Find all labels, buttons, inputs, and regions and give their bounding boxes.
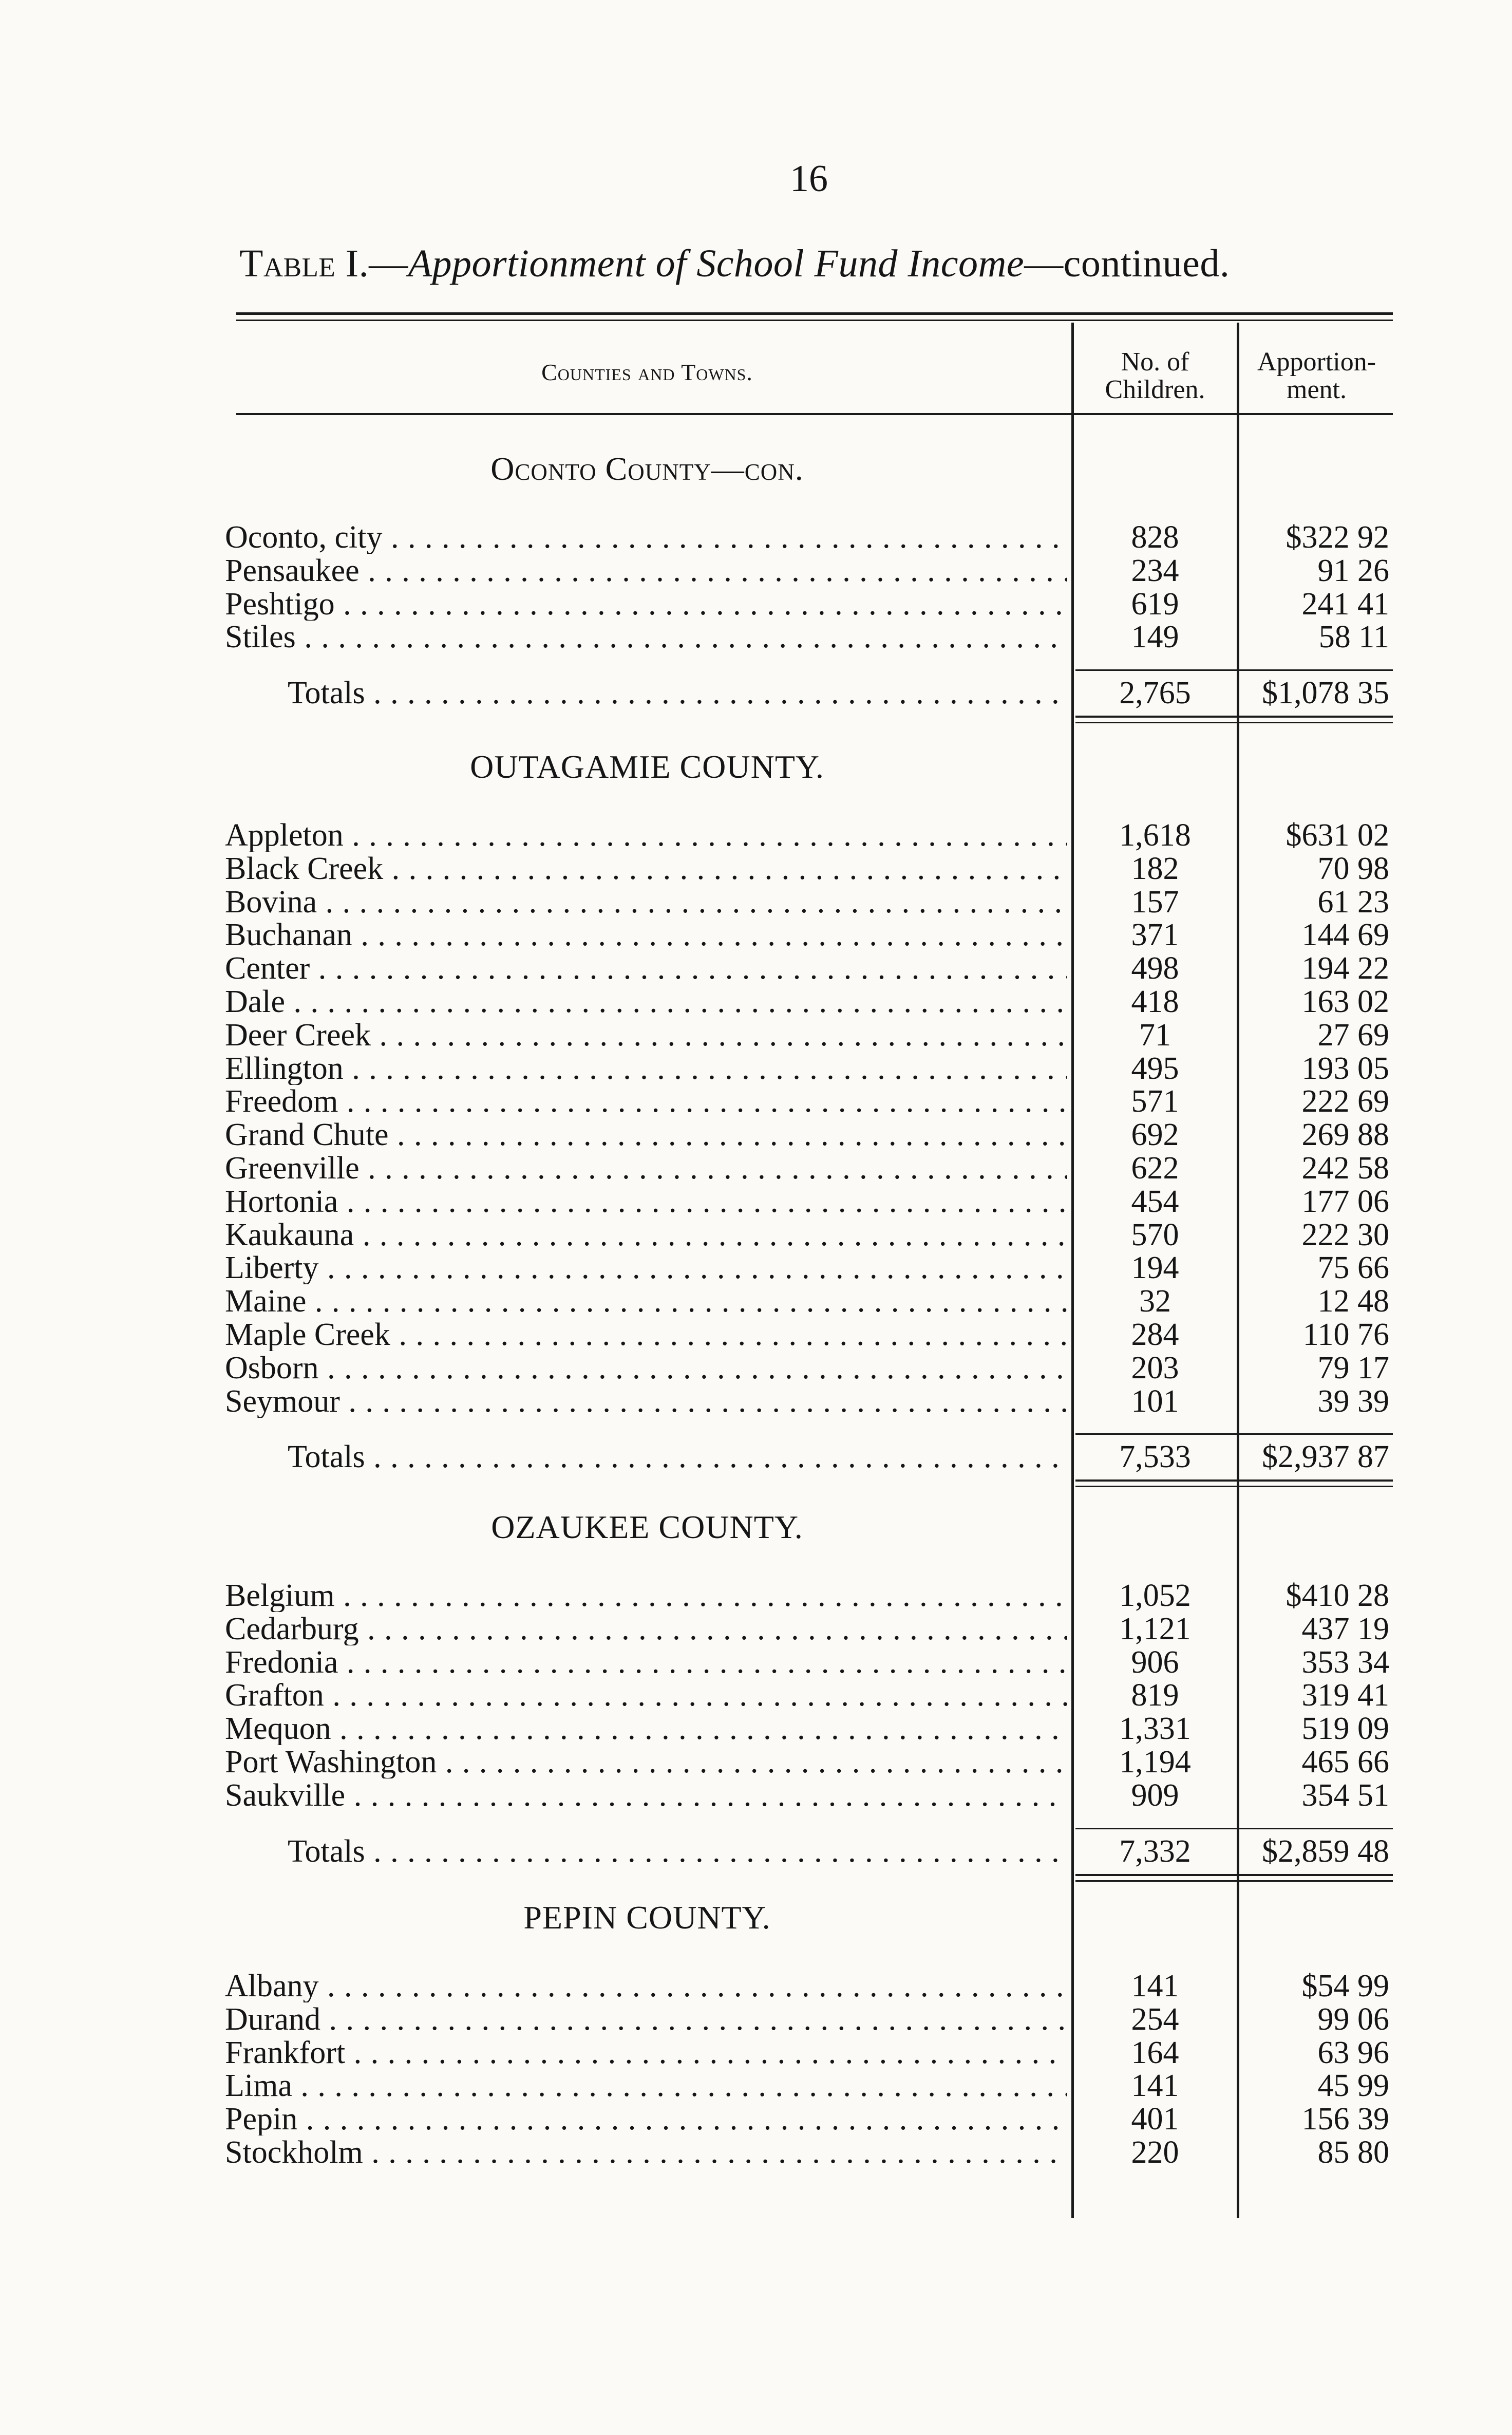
apportionment-amount: 353 34 xyxy=(1301,1644,1389,1680)
children-count: 149 xyxy=(1131,620,1179,655)
town-name: Belgium . . . xyxy=(225,1579,1067,1612)
town-name: Liberty . . . xyxy=(225,1251,1067,1284)
children-count: 1,194 xyxy=(1119,1745,1191,1780)
apportionment-amount: 99 06 xyxy=(1317,2001,1389,2037)
totals-label: Totals . . . xyxy=(288,1440,1068,1473)
town-name: Fredonia . . . xyxy=(225,1646,1067,1679)
apportionment-amount: 354 51 xyxy=(1301,1777,1389,1813)
apportionment-amount: 222 30 xyxy=(1301,1217,1389,1252)
town-name: Lima . . . xyxy=(225,2069,1067,2102)
table-row xyxy=(221,852,1393,885)
children-count: 828 xyxy=(1131,520,1179,555)
children-count: 220 xyxy=(1131,2135,1179,2170)
town-name: Hortonia . . . xyxy=(225,1185,1067,1218)
town-name: Buchanan . . . xyxy=(225,919,1067,951)
totals-children: 7,332 xyxy=(1119,1833,1191,1869)
children-count: 571 xyxy=(1131,1084,1179,1119)
totals-row xyxy=(221,1440,1393,1473)
section-heading-ozaukee: OZAUKEE COUNTY. xyxy=(491,1509,803,1545)
table-row xyxy=(221,1219,1393,1251)
town-name: Seymour . . . xyxy=(225,1385,1067,1418)
apportionment-amount: 269 88 xyxy=(1301,1117,1389,1153)
town-name: Kaukauna . . . xyxy=(225,1219,1067,1251)
apportionment-amount: 61 23 xyxy=(1317,884,1389,920)
table-row xyxy=(221,886,1393,919)
header-children-line1: No. of xyxy=(1121,347,1189,377)
table-row xyxy=(221,2036,1393,2069)
children-count: 909 xyxy=(1131,1777,1179,1813)
apportionment-amount: 144 69 xyxy=(1301,917,1389,953)
apportionment-amount: 63 96 xyxy=(1317,2035,1389,2070)
table-row xyxy=(221,521,1393,554)
apportionment-amount: 85 80 xyxy=(1317,2135,1389,2170)
table-row xyxy=(221,1385,1393,1418)
town-name: Albany . . . xyxy=(225,1970,1067,2002)
table-row xyxy=(221,1118,1393,1151)
town-name: Appleton . . . xyxy=(225,819,1067,852)
town-name: Center . . . xyxy=(225,952,1067,985)
town-name: Greenville . . . xyxy=(225,1152,1067,1185)
town-name: Mequon . . . xyxy=(225,1712,1067,1745)
children-count: 454 xyxy=(1131,1184,1179,1219)
children-count: 1,052 xyxy=(1119,1578,1191,1613)
totals-rule-below xyxy=(1075,1874,1393,1876)
children-count: 32 xyxy=(1139,1284,1171,1319)
apportionment-amount: $410 28 xyxy=(1286,1578,1389,1613)
header-apportionment-line1: Apportion- xyxy=(1257,347,1376,377)
apportionment-amount: $322 92 xyxy=(1286,520,1389,555)
children-count: 194 xyxy=(1131,1250,1179,1286)
table-row xyxy=(221,1613,1393,1645)
table-row xyxy=(221,985,1393,1018)
children-count: 141 xyxy=(1131,2068,1179,2104)
title-suffix: —continued. xyxy=(1024,242,1230,285)
children-count: 692 xyxy=(1131,1117,1179,1153)
children-count: 498 xyxy=(1131,951,1179,986)
table-row xyxy=(221,1019,1393,1052)
totals-row xyxy=(221,1835,1393,1868)
table-row xyxy=(221,588,1393,621)
town-name: Port Washington . . . xyxy=(225,1746,1067,1778)
children-count: 570 xyxy=(1131,1217,1179,1252)
header-apportionment-line2: ment. xyxy=(1287,375,1347,404)
children-count: 164 xyxy=(1131,2035,1179,2070)
apportionment-amount: 12 48 xyxy=(1317,1284,1389,1319)
table-row xyxy=(221,1251,1393,1284)
table-row xyxy=(221,1352,1393,1384)
apportionment-amount: 222 69 xyxy=(1301,1084,1389,1119)
apportionment-amount: 194 22 xyxy=(1301,951,1389,986)
table-row xyxy=(221,2103,1393,2136)
table-row xyxy=(221,2069,1393,2102)
apportionment-amount: $54 99 xyxy=(1301,1969,1389,2003)
apportionment-amount: 70 98 xyxy=(1317,851,1389,886)
town-name: Dale . . . xyxy=(225,985,1067,1018)
totals-rule-below xyxy=(1075,1880,1393,1882)
table-row xyxy=(221,1052,1393,1085)
town-name: Maine . . . xyxy=(225,1285,1067,1318)
apportionment-amount: 319 41 xyxy=(1301,1678,1389,1713)
town-name: Frankfort . . . xyxy=(225,2036,1067,2069)
totals-rule-below xyxy=(1075,722,1393,723)
apportionment-amount: $631 02 xyxy=(1286,818,1389,853)
header-apportionment xyxy=(1240,348,1393,404)
town-name: Peshtigo . . . xyxy=(225,588,1067,621)
header-no-of-children xyxy=(1075,348,1235,404)
table-row xyxy=(221,2003,1393,2036)
children-count: 1,121 xyxy=(1119,1611,1191,1646)
table-row xyxy=(221,819,1393,852)
town-name: Saukville . . . xyxy=(225,1779,1067,1812)
totals-amount: $1,078 35 xyxy=(1262,676,1389,711)
children-count: 619 xyxy=(1131,586,1179,622)
title-prefix: Table I.— xyxy=(239,242,408,285)
table-row xyxy=(221,1746,1393,1778)
page-number: 16 xyxy=(790,158,828,200)
children-count: 284 xyxy=(1131,1317,1179,1352)
children-count: 418 xyxy=(1131,984,1179,1019)
apportionment-amount: 242 58 xyxy=(1301,1151,1389,1186)
title-italic: Apportionment of School Fund Income xyxy=(408,242,1025,285)
children-count: 622 xyxy=(1131,1151,1179,1186)
totals-children: 2,765 xyxy=(1119,676,1191,711)
table-row xyxy=(221,1579,1393,1612)
apportionment-amount: 193 05 xyxy=(1301,1051,1389,1086)
apportionment-amount: 27 69 xyxy=(1317,1017,1389,1053)
town-name: Freedom . . . xyxy=(225,1085,1067,1118)
apportionment-amount: 79 17 xyxy=(1317,1350,1389,1385)
children-count: 819 xyxy=(1131,1678,1179,1713)
town-name: Grand Chute . . . xyxy=(225,1118,1067,1151)
totals-label: Totals . . . xyxy=(288,1835,1068,1868)
children-count: 254 xyxy=(1131,2001,1179,2037)
town-name: Cedarburg . . . xyxy=(225,1613,1067,1645)
town-name: Pepin . . . xyxy=(225,2103,1067,2136)
children-count: 1,618 xyxy=(1119,818,1191,853)
table-row xyxy=(221,1185,1393,1218)
table-row xyxy=(221,2136,1393,2169)
apportionment-amount: 241 41 xyxy=(1301,586,1389,622)
town-name: Stiles . . . xyxy=(225,621,1067,653)
table-row xyxy=(221,1712,1393,1745)
table-row xyxy=(221,1970,1393,2002)
town-name: Osborn . . . xyxy=(225,1352,1067,1384)
totals-rule-below xyxy=(1075,1486,1393,1487)
town-name: Oconto, city . . . xyxy=(225,521,1067,554)
table-row xyxy=(221,1152,1393,1185)
town-name: Pensaukee . . . xyxy=(225,554,1067,587)
apportionment-amount: 110 76 xyxy=(1302,1317,1389,1352)
table-row xyxy=(221,621,1393,653)
apportionment-amount: 75 66 xyxy=(1317,1250,1389,1286)
children-count: 182 xyxy=(1131,851,1179,886)
section-heading-oconto: Oconto County—con. xyxy=(490,451,804,487)
apportionment-amount: 156 39 xyxy=(1301,2102,1389,2137)
town-name: Ellington . . . xyxy=(225,1052,1067,1085)
header-rule xyxy=(236,413,1393,415)
table-title xyxy=(239,241,1230,286)
totals-children: 7,533 xyxy=(1119,1439,1191,1475)
children-count: 203 xyxy=(1131,1350,1179,1385)
totals-row xyxy=(221,677,1393,709)
children-count: 71 xyxy=(1139,1017,1171,1053)
apportionment-amount: 163 02 xyxy=(1301,984,1389,1019)
table-row xyxy=(221,1779,1393,1812)
children-count: 101 xyxy=(1131,1383,1179,1419)
children-count: 401 xyxy=(1131,2102,1179,2137)
table-row xyxy=(221,1679,1393,1712)
town-name: Maple Creek . . . xyxy=(225,1318,1067,1351)
town-name: Grafton . . . xyxy=(225,1679,1067,1712)
table-row xyxy=(221,1646,1393,1679)
apportionment-amount: 519 09 xyxy=(1301,1711,1389,1747)
apportionment-amount: 39 39 xyxy=(1317,1383,1389,1419)
totals-amount: $2,937 87 xyxy=(1262,1439,1389,1475)
children-count: 141 xyxy=(1131,1969,1179,2003)
children-count: 234 xyxy=(1131,553,1179,588)
table-row xyxy=(221,554,1393,587)
totals-rule-above xyxy=(1075,1828,1393,1829)
section-heading-pepin: PEPIN COUNTY. xyxy=(523,1899,771,1936)
apportionment-table xyxy=(221,312,1393,2218)
apportionment-amount: 45 99 xyxy=(1317,2068,1389,2104)
top-rule-thin xyxy=(236,320,1393,321)
town-name: Stockholm . . . xyxy=(225,2136,1067,2169)
header-children-line2: Children. xyxy=(1105,375,1205,404)
children-count: 157 xyxy=(1131,884,1179,920)
totals-rule-below xyxy=(1075,1479,1393,1482)
totals-rule-above xyxy=(1075,1433,1393,1435)
totals-rule-below xyxy=(1075,716,1393,718)
table-row xyxy=(221,1285,1393,1318)
table-row xyxy=(221,1318,1393,1351)
table-row xyxy=(221,1085,1393,1118)
apportionment-amount: 177 06 xyxy=(1301,1184,1389,1219)
table-row xyxy=(221,919,1393,951)
totals-label: Totals . . . xyxy=(288,677,1068,709)
children-count: 1,331 xyxy=(1119,1711,1191,1747)
children-count: 906 xyxy=(1131,1644,1179,1680)
section-heading-outagamie: OUTAGAMIE COUNTY. xyxy=(470,748,824,785)
town-name: Durand . . . xyxy=(225,2003,1067,2036)
totals-rule-above xyxy=(1075,669,1393,671)
town-name: Deer Creek . . . xyxy=(225,1019,1067,1052)
header-counties-and-towns: Counties and Towns. xyxy=(541,359,753,385)
town-name: Bovina . . . xyxy=(225,886,1067,919)
totals-amount: $2,859 48 xyxy=(1262,1833,1389,1869)
children-count: 371 xyxy=(1131,917,1179,953)
apportionment-amount: 465 66 xyxy=(1301,1745,1389,1780)
apportionment-amount: 91 26 xyxy=(1317,553,1389,588)
table-row xyxy=(221,952,1393,985)
top-rule xyxy=(236,312,1393,315)
apportionment-amount: 58 11 xyxy=(1318,620,1389,655)
town-name: Black Creek . . . xyxy=(225,852,1067,885)
children-count: 495 xyxy=(1131,1051,1179,1086)
apportionment-amount: 437 19 xyxy=(1301,1611,1389,1646)
